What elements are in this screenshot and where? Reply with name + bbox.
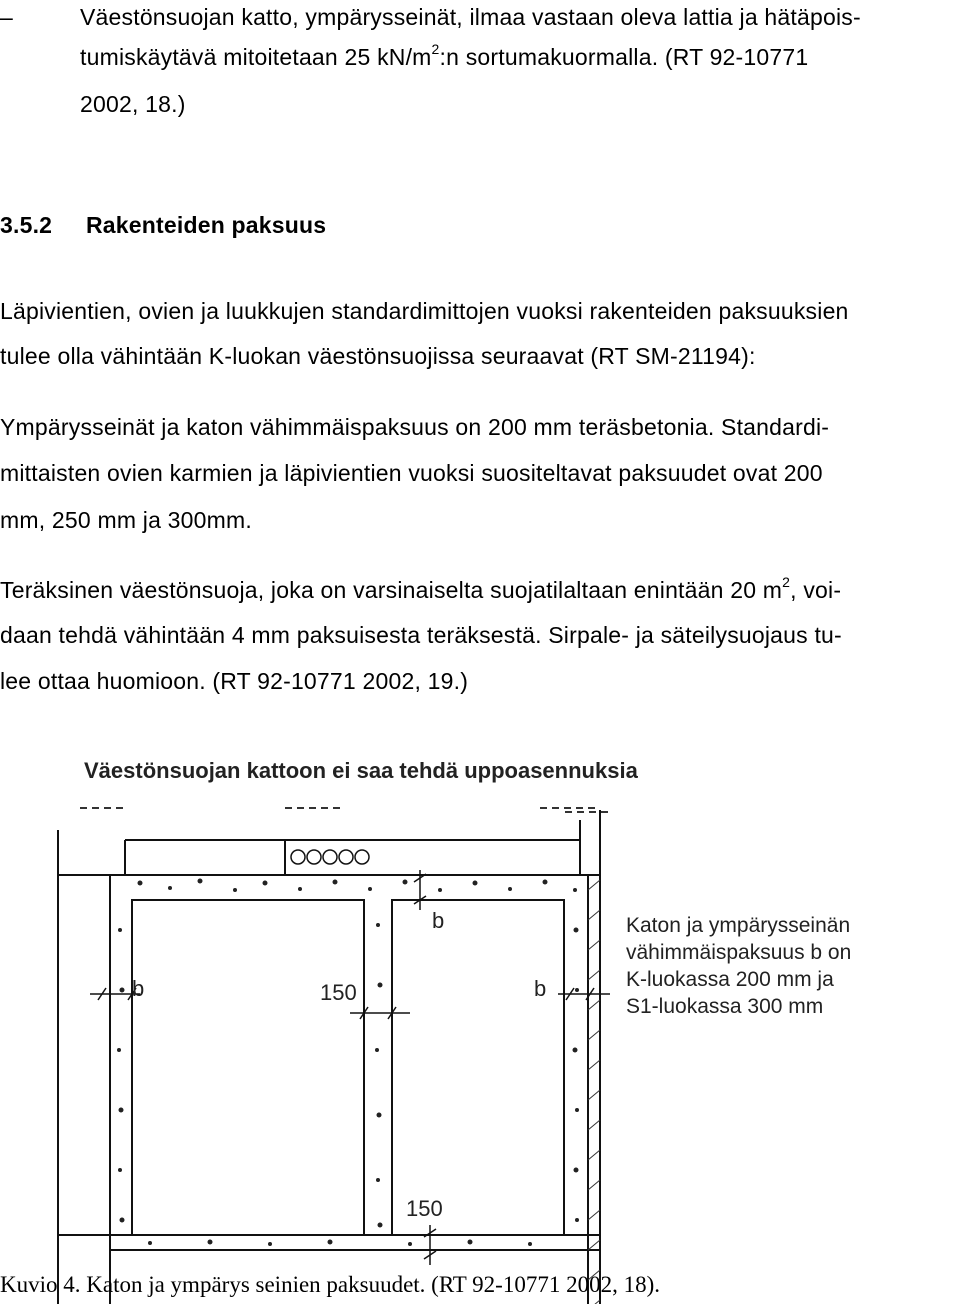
- section-number: 3.5.2: [0, 212, 53, 238]
- bullet-text-line-2a: tumiskäytävä mitoitetaan 25 kN/m: [80, 44, 432, 70]
- section-title: Rakenteiden paksuus: [86, 212, 327, 238]
- figure-title: Väestönsuojan kattoon ei saa tehdä uppoasennuksia: [84, 758, 638, 783]
- paragraph-line: Läpivientien, ovien ja luukkujen standardimittojen vuoksi rakenteiden paksuuksien: [0, 298, 849, 324]
- bullet-line-1: [0, 2, 13, 32]
- dimension-label-b: b: [132, 976, 145, 1001]
- wall-hatching: [588, 880, 600, 1304]
- bullet-text-line-2: [80, 42, 808, 72]
- bullet-text-line-1: Väestönsuojan katto, ympärysseinät, ilmaa vastaan oleva lattia ja hätäpois-: [80, 4, 861, 30]
- superscript: 2: [782, 574, 791, 591]
- figure-note: [626, 914, 851, 1018]
- section-heading: [0, 210, 326, 240]
- dimension-label-150: 150: [406, 1196, 443, 1221]
- paragraph-line: daan tehdä vähintään 4 mm paksuisesta teräksestä. Sirpale- ja säteilysuojaus tu-: [0, 622, 842, 648]
- dimension-label-b: b: [534, 976, 547, 1001]
- bullet-dash: –: [0, 4, 13, 30]
- paragraph-line-part: , voi-: [790, 577, 842, 603]
- paragraph-line: tulee olla vähintään K-luokan väestönsuojissa seuraavat (RT SM-21194):: [0, 343, 756, 369]
- paragraph-line: mittaisten ovien karmien ja läpivientien vuoksi suositeltavat paksuudet ovat 200: [0, 460, 823, 486]
- bullet-text-line-2b: :n sortumakuormalla. (RT 92-10771: [439, 44, 809, 70]
- paragraph-line-part: Teräksinen väestönsuoja, joka on varsinaiselta suojatilaltaan enintään 20 m: [0, 577, 783, 603]
- paragraph-line: lee ottaa huomioon. (RT 92-10771 2002, 19.): [0, 668, 469, 694]
- concrete-aggregate: [117, 879, 579, 1247]
- figure-note-line: Katon ja ympärysseinän: [626, 914, 851, 937]
- dimension-label-150: 150: [320, 980, 357, 1005]
- figure-caption: Kuvio 4. Katon ja ympärys seinien paksuudet. (RT 92-10771 2002, 18).: [0, 1272, 660, 1297]
- shelter-structure-figure: [50, 750, 910, 1221]
- top-dashed-lines: [80, 808, 610, 812]
- paragraph-line: [0, 575, 841, 605]
- figure-note-line: vähimmäispaksuus b on: [626, 941, 852, 964]
- figure-note-line: S1-luokassa 300 mm: [626, 995, 824, 1018]
- dimension-label-b: b: [432, 908, 445, 933]
- figure-note-line: K-luokassa 200 mm ja: [626, 968, 834, 991]
- pipe-circles: [291, 850, 369, 864]
- paragraph-line: Ympärysseinät ja katon vähimmäispaksuus on 200 mm teräsbetonia. Standardi-: [0, 414, 830, 440]
- paragraph-line: mm, 250 mm ja 300mm.: [0, 507, 252, 533]
- superscript: 2: [431, 41, 440, 58]
- dimension-markers: [90, 870, 610, 1265]
- bullet-text-line-3: 2002, 18.): [80, 91, 186, 117]
